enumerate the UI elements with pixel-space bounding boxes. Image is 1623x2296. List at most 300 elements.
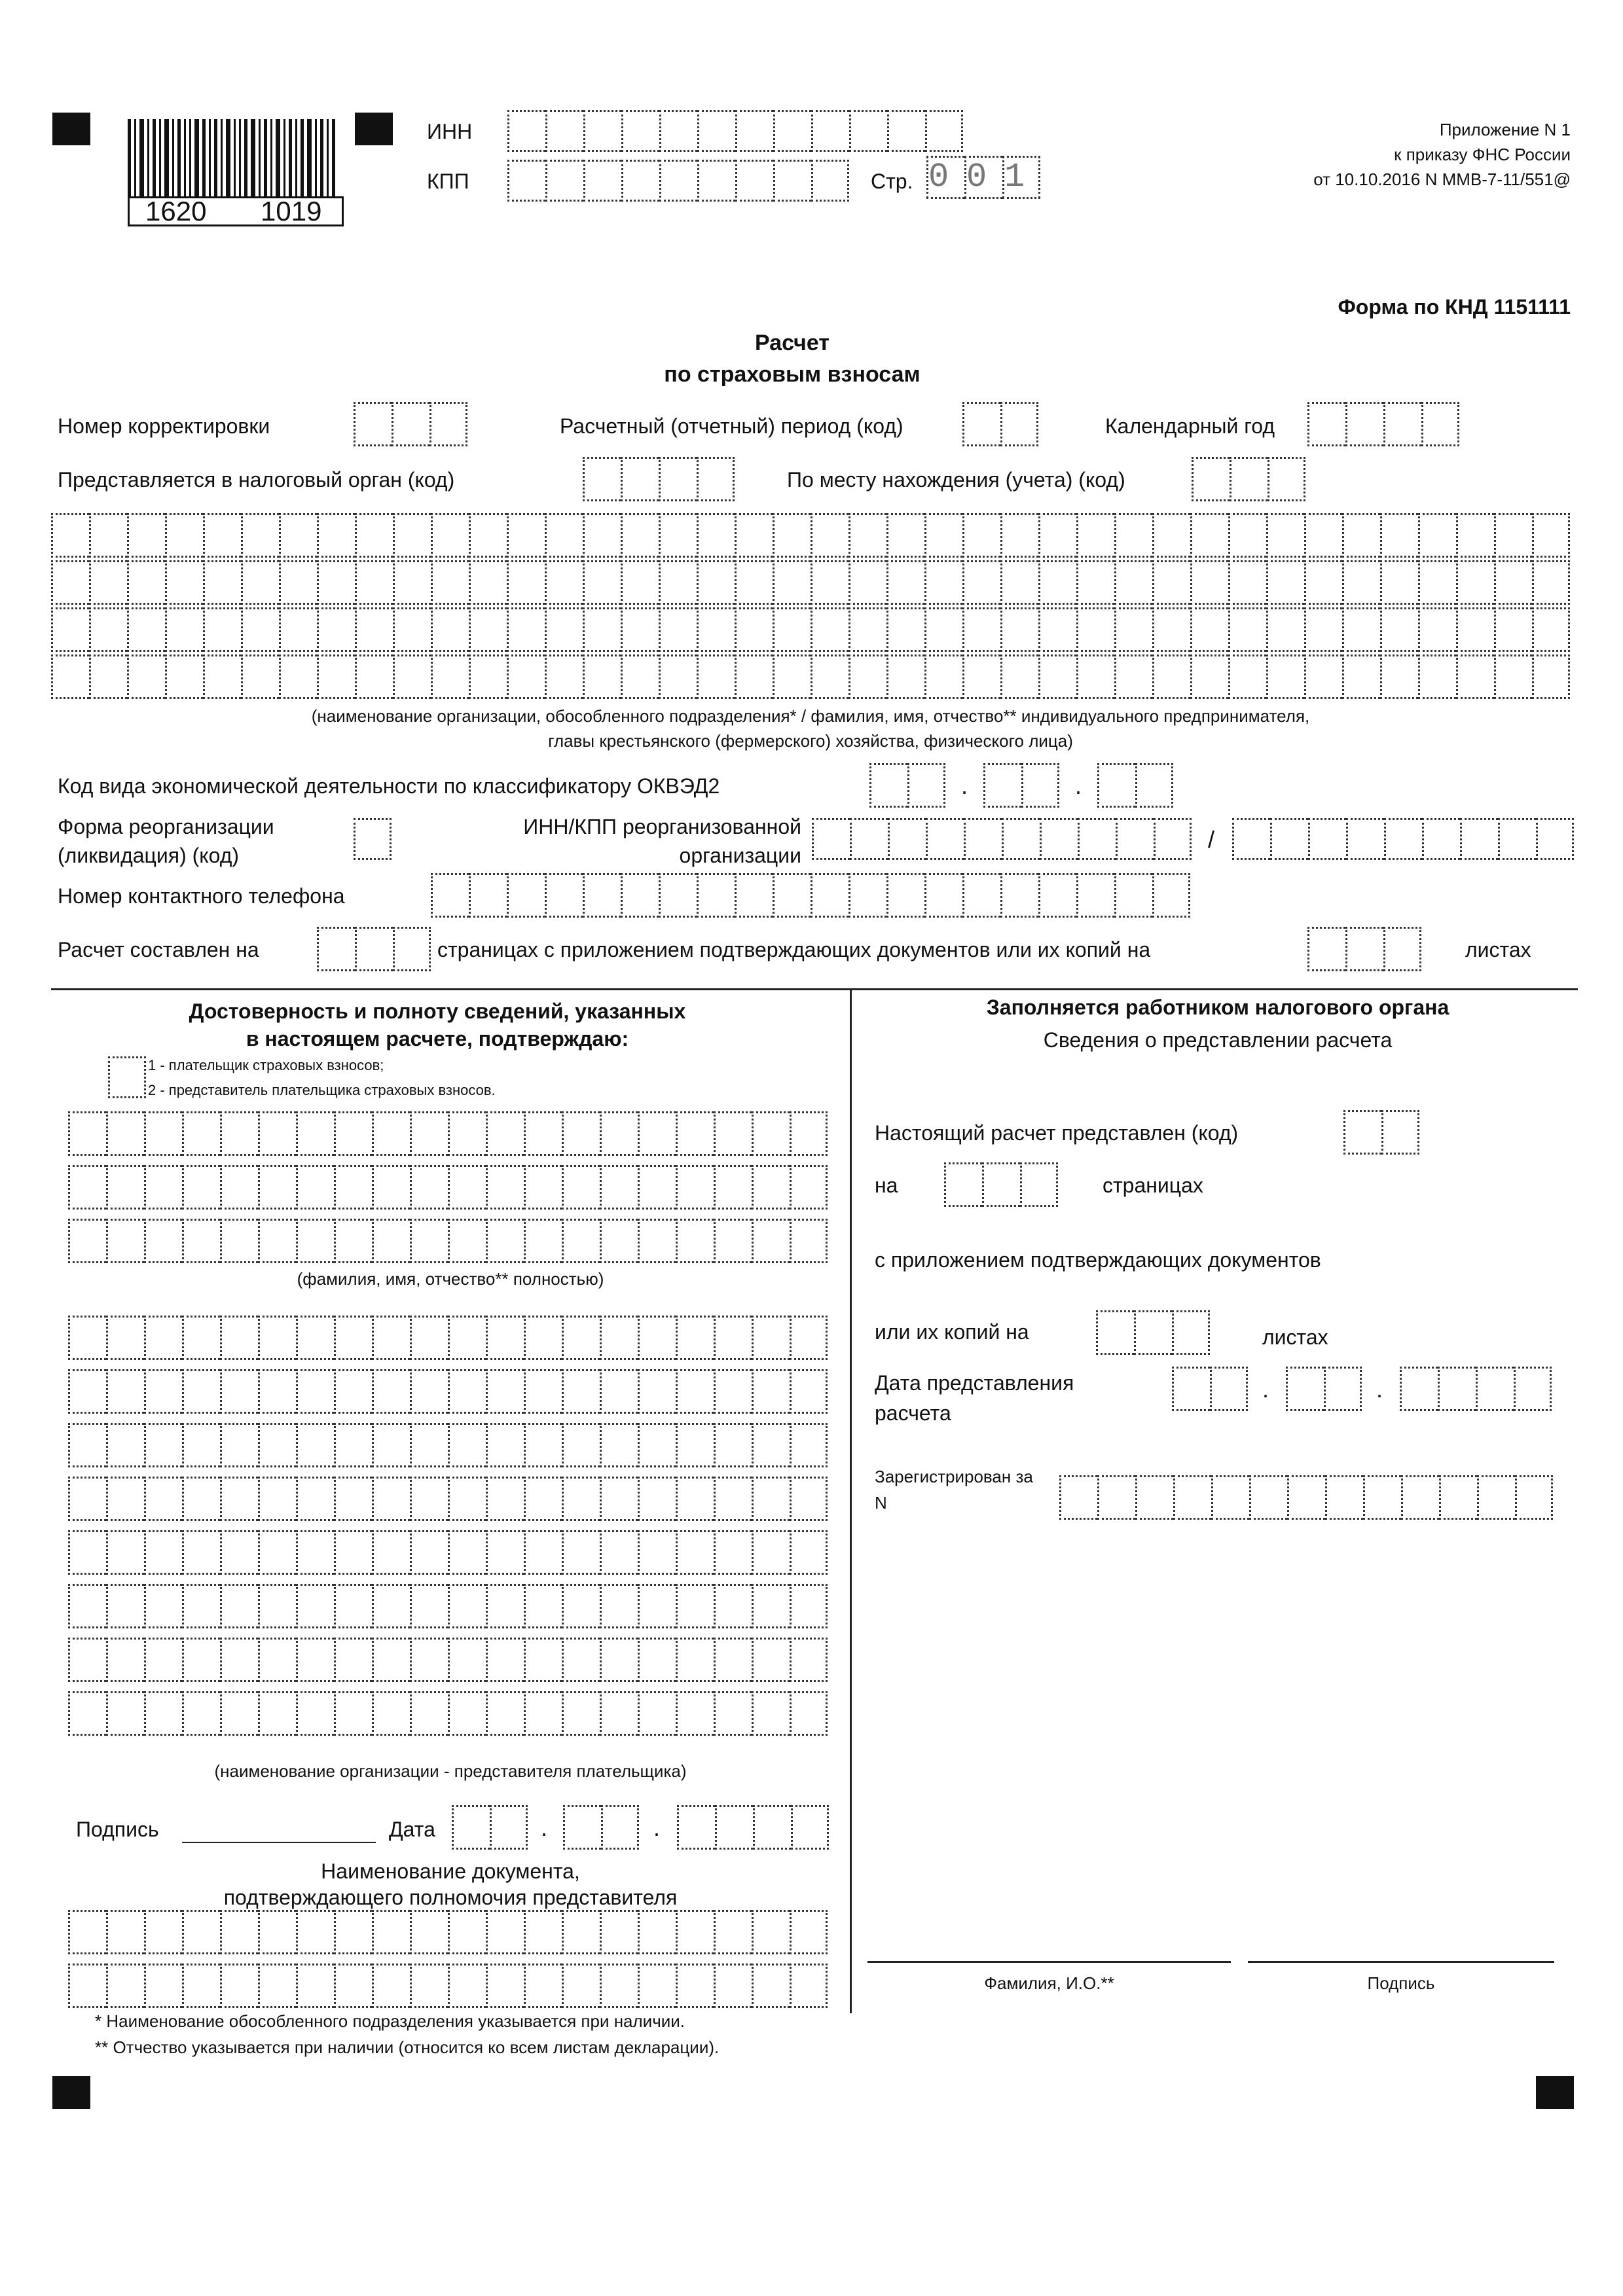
- entry-cell[interactable]: [714, 1111, 752, 1156]
- entry-cell[interactable]: [850, 818, 888, 860]
- entry-cell[interactable]: [1190, 607, 1228, 652]
- entry-cell[interactable]: [1421, 402, 1459, 446]
- entry-cell[interactable]: [811, 655, 848, 699]
- entry-cell[interactable]: [849, 110, 887, 152]
- entry-cell[interactable]: [600, 1584, 638, 1628]
- entry-cell[interactable]: [621, 110, 659, 152]
- entry-cell[interactable]: [296, 1584, 334, 1628]
- entry-cell[interactable]: [220, 1111, 258, 1156]
- org-rep-row[interactable]: [68, 1316, 828, 1360]
- reorg-form-cells[interactable]: [354, 818, 392, 860]
- entry-cell[interactable]: [524, 1638, 562, 1682]
- entry-cell[interactable]: [524, 1111, 562, 1156]
- entry-cell[interactable]: [410, 1584, 448, 1628]
- entry-cell[interactable]: [410, 1530, 448, 1575]
- entry-cell[interactable]: [1456, 607, 1494, 652]
- okved-cells-3[interactable]: [1097, 763, 1173, 808]
- entry-cell[interactable]: [524, 1910, 562, 1954]
- entry-cell[interactable]: [144, 1530, 182, 1575]
- entry-cell[interactable]: [659, 560, 697, 605]
- entry-cell[interactable]: [106, 1423, 144, 1467]
- entry-cell[interactable]: [486, 1964, 524, 2008]
- entry-cell[interactable]: [562, 1638, 600, 1682]
- fio-row[interactable]: [68, 1219, 828, 1263]
- entry-cell[interactable]: [1228, 607, 1266, 652]
- entry-cell[interactable]: [258, 1423, 296, 1467]
- entry-cell[interactable]: [752, 1219, 790, 1263]
- entry-cell[interactable]: [452, 1805, 490, 1850]
- entry-cell[interactable]: [562, 1691, 600, 1736]
- entry-cell[interactable]: [676, 1111, 714, 1156]
- entry-cell[interactable]: [431, 607, 469, 652]
- entry-cell[interactable]: [1342, 655, 1380, 699]
- entry-cell[interactable]: [886, 655, 924, 699]
- entry-cell[interactable]: [1476, 1367, 1514, 1411]
- entry-cell[interactable]: [697, 873, 735, 918]
- entry-cell[interactable]: [1000, 513, 1038, 558]
- entry-cell[interactable]: [983, 763, 1021, 808]
- entry-cell[interactable]: [220, 1423, 258, 1467]
- entry-cell[interactable]: [638, 1530, 676, 1575]
- entry-cell[interactable]: [89, 560, 127, 605]
- entry-cell[interactable]: [1418, 513, 1456, 558]
- entry-cell[interactable]: [182, 1369, 220, 1414]
- entry-cell[interactable]: [448, 1165, 486, 1210]
- entry-cell[interactable]: [752, 1691, 790, 1736]
- entry-cell[interactable]: [621, 607, 659, 652]
- entry-cell[interactable]: [431, 655, 469, 699]
- entry-cell[interactable]: [886, 513, 924, 558]
- entry-cell[interactable]: [507, 160, 545, 202]
- entry-cell[interactable]: [296, 1964, 334, 2008]
- entry-cell[interactable]: [410, 1964, 448, 2008]
- entry-cell[interactable]: [182, 1584, 220, 1628]
- entry-cell[interactable]: [1345, 927, 1383, 971]
- entry-cell[interactable]: [676, 1584, 714, 1628]
- entry-cell[interactable]: [1418, 560, 1456, 605]
- confirmer-type-cell[interactable]: [108, 1056, 146, 1098]
- entry-cell[interactable]: [1494, 607, 1532, 652]
- entry-cell[interactable]: [1460, 818, 1498, 860]
- entry-cell[interactable]: [355, 560, 393, 605]
- entry-cell[interactable]: [583, 873, 621, 918]
- entry-cell[interactable]: [486, 1530, 524, 1575]
- org-rep-row[interactable]: [68, 1530, 828, 1575]
- entry-cell[interactable]: [1249, 1475, 1287, 1520]
- sign-date-year-cells[interactable]: [677, 1805, 829, 1850]
- entry-cell[interactable]: [372, 1111, 410, 1156]
- entry-cell[interactable]: [317, 607, 355, 652]
- entry-cell[interactable]: [469, 873, 507, 918]
- entry-cell[interactable]: [524, 1584, 562, 1628]
- entry-cell[interactable]: [1380, 560, 1418, 605]
- entry-cell[interactable]: [106, 1219, 144, 1263]
- entry-cell[interactable]: [372, 1165, 410, 1210]
- entry-cell[interactable]: [752, 1584, 790, 1628]
- submission-date-month-cells[interactable]: [1286, 1367, 1362, 1411]
- entry-cell[interactable]: [258, 1165, 296, 1210]
- entry-cell[interactable]: [621, 873, 659, 918]
- entry-cell[interactable]: [676, 1165, 714, 1210]
- entry-cell[interactable]: [317, 513, 355, 558]
- entry-cell[interactable]: [524, 1530, 562, 1575]
- entry-cell[interactable]: [1383, 402, 1421, 446]
- entry-cell[interactable]: [448, 1584, 486, 1628]
- entry-cell[interactable]: [1324, 1367, 1362, 1411]
- entry-cell[interactable]: [600, 1530, 638, 1575]
- entry-cell[interactable]: [1173, 1475, 1211, 1520]
- entry-cell[interactable]: [241, 607, 279, 652]
- entry-cell[interactable]: [486, 1910, 524, 1954]
- entry-cell[interactable]: [600, 1423, 638, 1467]
- entry-cell[interactable]: [448, 1316, 486, 1360]
- entry-cell[interactable]: [127, 513, 165, 558]
- entry-cell[interactable]: [1078, 818, 1116, 860]
- entry-cell[interactable]: [638, 1691, 676, 1736]
- entry-cell[interactable]: [869, 763, 907, 808]
- entry-cell[interactable]: [469, 513, 507, 558]
- entry-cell[interactable]: [258, 1530, 296, 1575]
- entry-cell[interactable]: [1307, 927, 1345, 971]
- entry-cell[interactable]: [1228, 513, 1266, 558]
- entry-cell[interactable]: [638, 1369, 676, 1414]
- entry-cell[interactable]: [1228, 560, 1266, 605]
- entry-cell[interactable]: [964, 818, 1002, 860]
- entry-cell[interactable]: [372, 1477, 410, 1521]
- entry-cell[interactable]: [714, 1165, 752, 1210]
- entry-cell[interactable]: [600, 1691, 638, 1736]
- entry-cell[interactable]: [790, 1369, 828, 1414]
- entry-cell[interactable]: [392, 402, 429, 446]
- entry-cell[interactable]: [638, 1423, 676, 1467]
- entry-cell[interactable]: [144, 1584, 182, 1628]
- entry-cell[interactable]: [1152, 607, 1190, 652]
- entry-cell[interactable]: [1346, 818, 1384, 860]
- entry-cell[interactable]: [714, 1316, 752, 1360]
- entry-cell[interactable]: [1456, 560, 1494, 605]
- entry-cell[interactable]: [1307, 402, 1345, 446]
- entry-cell[interactable]: [106, 1530, 144, 1575]
- entry-cell[interactable]: [638, 1964, 676, 2008]
- entry-cell[interactable]: [220, 1219, 258, 1263]
- entry-cell[interactable]: [848, 513, 886, 558]
- entry-cell[interactable]: [962, 873, 1000, 918]
- entry-cell[interactable]: [1494, 655, 1532, 699]
- entry-cell[interactable]: [334, 1219, 372, 1263]
- entry-cell[interactable]: [773, 560, 811, 605]
- entry-cell[interactable]: [790, 1316, 828, 1360]
- submitted-sheets-cells[interactable]: [1096, 1310, 1210, 1355]
- entry-cell[interactable]: [448, 1964, 486, 2008]
- entry-cell[interactable]: [317, 655, 355, 699]
- entry-cell[interactable]: [507, 655, 545, 699]
- entry-cell[interactable]: [220, 1964, 258, 2008]
- entry-cell[interactable]: [279, 607, 317, 652]
- entry-cell[interactable]: [429, 402, 467, 446]
- pages-count-cells[interactable]: [317, 927, 431, 971]
- entry-cell[interactable]: [89, 607, 127, 652]
- entry-cell[interactable]: [410, 1316, 448, 1360]
- entry-cell[interactable]: [1135, 1475, 1173, 1520]
- entry-cell[interactable]: [752, 1165, 790, 1210]
- entry-cell[interactable]: [1116, 818, 1154, 860]
- entry-cell[interactable]: [1000, 873, 1038, 918]
- entry-cell[interactable]: [1114, 655, 1152, 699]
- entry-cell[interactable]: [600, 1316, 638, 1360]
- entry-cell[interactable]: [676, 1477, 714, 1521]
- submission-date-day-cells[interactable]: [1172, 1367, 1248, 1411]
- entry-cell[interactable]: [486, 1638, 524, 1682]
- okved-cells-2[interactable]: [983, 763, 1059, 808]
- entry-cell[interactable]: [486, 1691, 524, 1736]
- entry-cell[interactable]: [1021, 763, 1059, 808]
- entry-cell[interactable]: [773, 110, 811, 152]
- entry-cell[interactable]: [507, 110, 545, 152]
- entry-cell[interactable]: [486, 1477, 524, 1521]
- entry-cell[interactable]: [659, 160, 697, 202]
- entry-cell[interactable]: [410, 1477, 448, 1521]
- entry-cell[interactable]: [182, 1691, 220, 1736]
- entry-cell[interactable]: [676, 1910, 714, 1954]
- entry-cell[interactable]: [735, 607, 773, 652]
- entry-cell[interactable]: [1384, 818, 1422, 860]
- entry-cell[interactable]: [144, 1691, 182, 1736]
- entry-cell[interactable]: [714, 1691, 752, 1736]
- entry-cell[interactable]: [144, 1316, 182, 1360]
- entry-cell[interactable]: [752, 1316, 790, 1360]
- entry-cell[interactable]: [638, 1638, 676, 1682]
- entry-cell[interactable]: [752, 1423, 790, 1467]
- entry-cell[interactable]: [659, 655, 697, 699]
- entry-cell[interactable]: [1325, 1475, 1363, 1520]
- entry-cell[interactable]: [962, 607, 1000, 652]
- entry-cell[interactable]: [258, 1369, 296, 1414]
- entry-cell[interactable]: [1270, 818, 1308, 860]
- entry-cell[interactable]: [773, 607, 811, 652]
- entry-cell[interactable]: [752, 1964, 790, 2008]
- entry-cell[interactable]: [507, 873, 545, 918]
- entry-cell[interactable]: [1038, 655, 1076, 699]
- entry-cell[interactable]: [334, 1477, 372, 1521]
- entry-cell[interactable]: [1210, 1367, 1248, 1411]
- entry-cell[interactable]: [697, 457, 735, 501]
- entry-cell[interactable]: [924, 873, 962, 918]
- entry-cell[interactable]: [448, 1910, 486, 1954]
- entry-cell[interactable]: [486, 1584, 524, 1628]
- org-rep-row[interactable]: [68, 1691, 828, 1736]
- entry-cell[interactable]: [296, 1111, 334, 1156]
- entry-cell[interactable]: [790, 1165, 828, 1210]
- entry-cell[interactable]: [944, 1162, 982, 1207]
- org-rep-row[interactable]: [68, 1477, 828, 1521]
- entry-cell[interactable]: [1038, 873, 1076, 918]
- correction-number-cells[interactable]: [354, 402, 467, 446]
- entry-cell[interactable]: [562, 1316, 600, 1360]
- entry-cell[interactable]: [982, 1162, 1020, 1207]
- doc-name-row[interactable]: [68, 1910, 828, 1954]
- entry-cell[interactable]: [1228, 655, 1266, 699]
- entry-cell[interactable]: [1477, 1475, 1515, 1520]
- entry-cell[interactable]: [203, 655, 241, 699]
- reorg-inn-cells[interactable]: [812, 818, 1192, 860]
- entry-cell[interactable]: [89, 655, 127, 699]
- entry-cell[interactable]: [1190, 513, 1228, 558]
- org-rep-row[interactable]: [68, 1584, 828, 1628]
- entry-cell[interactable]: [334, 1691, 372, 1736]
- entry-cell[interactable]: [1536, 818, 1574, 860]
- entry-cell[interactable]: [1304, 513, 1342, 558]
- entry-cell[interactable]: [220, 1530, 258, 1575]
- entry-cell[interactable]: [1266, 655, 1304, 699]
- entry-cell[interactable]: [811, 160, 849, 202]
- entry-cell[interactable]: [182, 1477, 220, 1521]
- entry-cell[interactable]: [924, 513, 962, 558]
- entry-cell[interactable]: [583, 457, 621, 501]
- entry-cell[interactable]: [1422, 818, 1460, 860]
- entry-cell[interactable]: [393, 607, 431, 652]
- entry-cell[interactable]: [507, 607, 545, 652]
- entry-cell[interactable]: [1114, 560, 1152, 605]
- entry-cell[interactable]: [279, 560, 317, 605]
- entry-cell[interactable]: [469, 607, 507, 652]
- entry-cell[interactable]: [334, 1165, 372, 1210]
- entry-cell[interactable]: [545, 560, 583, 605]
- entry-cell[interactable]: [1190, 560, 1228, 605]
- entry-cell[interactable]: [165, 607, 203, 652]
- entry-cell[interactable]: [621, 160, 659, 202]
- entry-cell[interactable]: [258, 1691, 296, 1736]
- entry-cell[interactable]: [182, 1423, 220, 1467]
- entry-cell[interactable]: [182, 1111, 220, 1156]
- entry-cell[interactable]: [507, 560, 545, 605]
- entry-cell[interactable]: [1000, 402, 1038, 446]
- entry-cell[interactable]: [1532, 513, 1570, 558]
- entry-cell[interactable]: [562, 1477, 600, 1521]
- entry-cell[interactable]: [1343, 1110, 1381, 1155]
- entry-cell[interactable]: [165, 560, 203, 605]
- entry-cell[interactable]: [355, 513, 393, 558]
- entry-cell[interactable]: [334, 1369, 372, 1414]
- entry-cell[interactable]: [735, 513, 773, 558]
- entry-cell[interactable]: [962, 402, 1000, 446]
- entry-cell[interactable]: [296, 1477, 334, 1521]
- entry-cell[interactable]: [697, 110, 735, 152]
- entry-cell[interactable]: [410, 1111, 448, 1156]
- entry-cell[interactable]: [790, 1964, 828, 2008]
- entry-cell[interactable]: [1134, 1310, 1172, 1355]
- entry-cell[interactable]: [659, 110, 697, 152]
- entry-cell[interactable]: [1038, 607, 1076, 652]
- entry-cell[interactable]: [182, 1910, 220, 1954]
- entry-cell[interactable]: [752, 1530, 790, 1575]
- entry-cell[interactable]: [410, 1638, 448, 1682]
- tax-authority-code-cells[interactable]: [583, 457, 735, 501]
- entry-cell[interactable]: [51, 513, 89, 558]
- entry-cell[interactable]: [68, 1165, 106, 1210]
- entry-cell[interactable]: [1532, 607, 1570, 652]
- entry-cell[interactable]: [1038, 513, 1076, 558]
- sign-date-month-cells[interactable]: [563, 1805, 639, 1850]
- entry-cell[interactable]: [638, 1165, 676, 1210]
- entry-cell[interactable]: [354, 818, 392, 860]
- entry-cell[interactable]: [638, 1584, 676, 1628]
- entry-cell[interactable]: [600, 1165, 638, 1210]
- entry-cell[interactable]: [296, 1910, 334, 1954]
- entry-cell[interactable]: [659, 873, 697, 918]
- entry-cell[interactable]: [1152, 513, 1190, 558]
- entry-cell[interactable]: [258, 1477, 296, 1521]
- entry-cell[interactable]: [600, 1477, 638, 1521]
- entry-cell[interactable]: [752, 1477, 790, 1521]
- entry-cell[interactable]: [1342, 560, 1380, 605]
- entry-cell[interactable]: [203, 560, 241, 605]
- entry-cell[interactable]: [1114, 607, 1152, 652]
- entry-cell[interactable]: [715, 1805, 753, 1850]
- entry-cell[interactable]: [486, 1369, 524, 1414]
- entry-cell[interactable]: [372, 1691, 410, 1736]
- entry-cell[interactable]: [600, 1910, 638, 1954]
- entry-cell[interactable]: [735, 160, 773, 202]
- entry-cell[interactable]: [1230, 457, 1267, 501]
- entry-cell[interactable]: [811, 110, 849, 152]
- entry-cell[interactable]: [68, 1423, 106, 1467]
- entry-cell[interactable]: [334, 1423, 372, 1467]
- entry-cell[interactable]: [144, 1111, 182, 1156]
- entry-cell[interactable]: [279, 655, 317, 699]
- entry-cell[interactable]: [714, 1423, 752, 1467]
- entry-cell[interactable]: [372, 1316, 410, 1360]
- entry-cell[interactable]: [241, 655, 279, 699]
- entry-cell[interactable]: [714, 1477, 752, 1521]
- entry-cell[interactable]: [676, 1964, 714, 2008]
- entry-cell[interactable]: [600, 1638, 638, 1682]
- entry-cell[interactable]: [296, 1316, 334, 1360]
- entry-cell[interactable]: [448, 1219, 486, 1263]
- entry-cell[interactable]: [773, 160, 811, 202]
- entry-cell[interactable]: [1000, 655, 1038, 699]
- entry-cell[interactable]: [486, 1111, 524, 1156]
- entry-cell[interactable]: [791, 1805, 829, 1850]
- entry-cell[interactable]: [600, 1111, 638, 1156]
- entry-cell[interactable]: [714, 1369, 752, 1414]
- entry-cell[interactable]: [697, 160, 735, 202]
- phone-cells[interactable]: [431, 873, 1190, 918]
- entry-cell[interactable]: [1096, 1310, 1134, 1355]
- entry-cell[interactable]: [773, 873, 811, 918]
- entry-cell[interactable]: [165, 655, 203, 699]
- entry-cell[interactable]: [676, 1369, 714, 1414]
- entry-cell[interactable]: [334, 1638, 372, 1682]
- entry-cell[interactable]: [659, 457, 697, 501]
- entry-cell[interactable]: [1267, 457, 1305, 501]
- org-rep-row[interactable]: [68, 1638, 828, 1682]
- entry-cell[interactable]: [220, 1584, 258, 1628]
- entry-cell[interactable]: [68, 1219, 106, 1263]
- entry-cell[interactable]: [524, 1369, 562, 1414]
- entry-cell[interactable]: [773, 513, 811, 558]
- entry-cell[interactable]: [144, 1964, 182, 2008]
- entry-cell[interactable]: [334, 1964, 372, 2008]
- entry-cell[interactable]: [811, 513, 848, 558]
- entry-cell[interactable]: [68, 1964, 106, 2008]
- entry-cell[interactable]: [1152, 560, 1190, 605]
- entry-cell[interactable]: [714, 1638, 752, 1682]
- entry-cell[interactable]: [583, 160, 621, 202]
- entry-cell[interactable]: [182, 1316, 220, 1360]
- entry-cell[interactable]: [220, 1910, 258, 1954]
- entry-cell[interactable]: [677, 1805, 715, 1850]
- entry-cell[interactable]: [1304, 655, 1342, 699]
